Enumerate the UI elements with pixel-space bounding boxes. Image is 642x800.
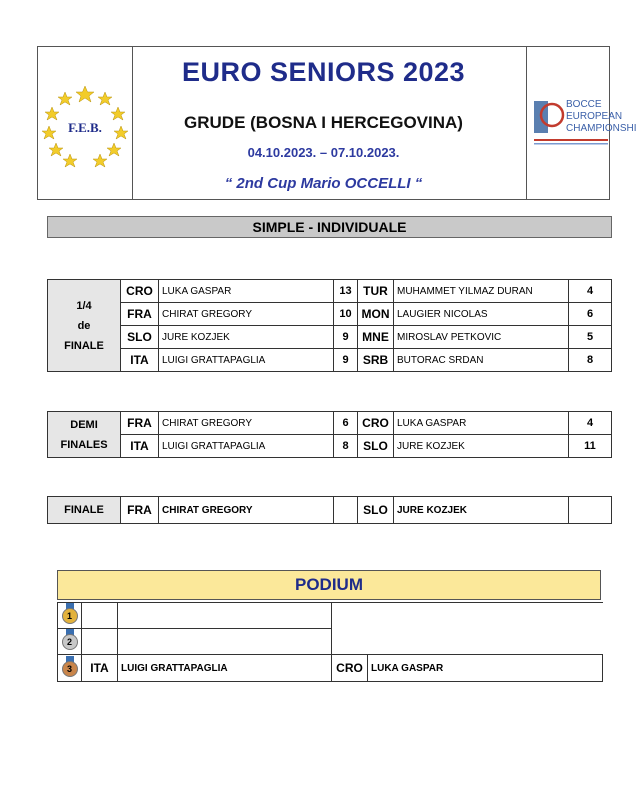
nation-code: SLO [121,326,159,349]
player-name: CHIRAT GREGORY [159,497,334,524]
table-row [48,497,612,524]
table-row [48,303,612,326]
player-name: CHIRAT GREGORY [159,412,334,435]
score: 10 [334,303,358,326]
podium-title: PODIUM [57,570,601,600]
round-label: 1/4 de FINALE [48,280,121,372]
player-name: LUKA GASPAR [394,412,569,435]
nation-code: MNE [358,326,394,349]
cup-name: “ 2nd Cup Mario OCCELLI “ [224,175,423,192]
nation-code [82,603,118,629]
bocce-championship-logo [532,93,637,149]
nation-code: FRA [121,497,159,524]
table-row [48,412,612,435]
podium-row-first [58,603,603,629]
player-name: BUTORAC SRDAN [394,349,569,372]
table-row [48,326,612,349]
player-name: MIROSLAV PETKOVIC [394,326,569,349]
nation-code: FRA [121,303,159,326]
nation-code: ITA [82,655,118,682]
final-table [47,496,612,524]
nation-code: MON [358,303,394,326]
nation-code [82,629,118,655]
player-name [118,629,332,655]
round-label: DEMI FINALES [48,412,121,458]
nation-code: TUR [358,280,394,303]
player-name: JURE KOZJEK [159,326,334,349]
medal-number: 3 [62,661,78,677]
gold-medal-icon [59,603,81,625]
semi-finals-table [47,411,612,458]
nation-code: CRO [121,280,159,303]
medal-number: 2 [62,634,78,650]
score [334,497,358,524]
medal-number: 1 [62,608,78,624]
nation-code: SLO [358,435,394,458]
event-dates: 04.10.2023. – 07.10.2023. [247,145,400,160]
score: 5 [569,326,612,349]
player-name: LUIGI GRATTAPAGLIA [159,435,334,458]
player-name: LUKA GASPAR [368,655,603,682]
player-name: LUKA GASPAR [159,280,334,303]
player-name: LUIGI GRATTAPAGLIA [159,349,334,372]
bronze-medal-icon [59,656,81,678]
table-row [48,435,612,458]
page-title: EURO SENIORS 2023 [181,57,466,87]
player-name [118,603,332,629]
nation-code: FRA [121,412,159,435]
player-name: LAUGIER NICOLAS [394,303,569,326]
nation-code: SRB [358,349,394,372]
header-box [37,46,637,200]
player-name: MUHAMMET YILMAZ DURAN [394,280,569,303]
player-name: JURE KOZJEK [394,435,569,458]
nation-code: SLO [358,497,394,524]
score: 4 [569,280,612,303]
player-name: LUIGI GRATTAPAGLIA [118,655,332,682]
location-title: GRUDE (BOSNA I HERCEGOVINA) [184,113,463,132]
nation-code: CRO [358,412,394,435]
score: 11 [569,435,612,458]
player-name: CHIRAT GREGORY [159,303,334,326]
podium-empty-cell [332,603,603,655]
score: 4 [569,412,612,435]
svg-text:CHAMPIONSHI: CHAMPIONSHI [566,123,637,134]
score: 6 [334,412,358,435]
podium-row-third [58,655,603,682]
score [569,497,612,524]
svg-text:BOCCE: BOCCE [566,99,602,110]
podium-table [57,602,603,682]
quarter-finals-table [47,279,612,372]
score: 8 [334,435,358,458]
feb-logo-text: F.E.B. [68,120,102,135]
score: 9 [334,349,358,372]
nation-code: ITA [121,349,159,372]
section-banner: SIMPLE - INDIVIDUALE [47,216,612,238]
nation-code: ITA [121,435,159,458]
score: 8 [569,349,612,372]
score: 13 [334,280,358,303]
score: 9 [334,326,358,349]
player-name: JURE KOZJEK [394,497,569,524]
table-row [48,280,612,303]
silver-medal-icon [59,629,81,651]
score: 6 [569,303,612,326]
svg-text:EUROPEAN: EUROPEAN [566,111,623,122]
table-row [48,349,612,372]
round-label: FINALE [48,497,121,524]
nation-code: CRO [332,655,368,682]
